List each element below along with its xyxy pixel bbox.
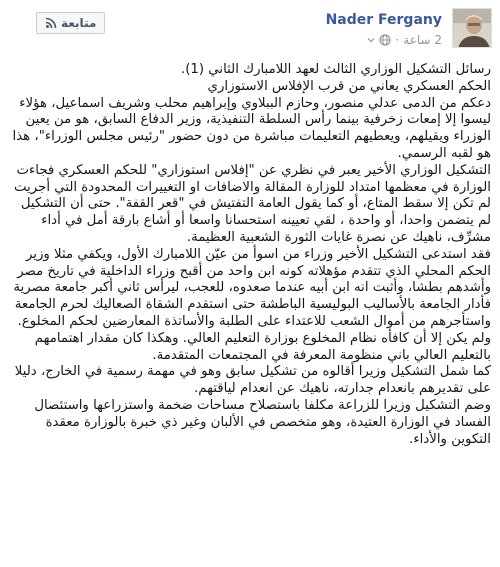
post-meta bbox=[367, 33, 442, 47]
post-time[interactable]: 2 ساعة bbox=[403, 33, 442, 47]
post-body bbox=[9, 62, 491, 448]
post-paragraph: فقد استدعى التشكيل الأخير وزراء من اسوأ من عيّن اللامبارك الأول، ويكفي مثلا وزير الحكم المحلي الذي تتقدم مؤهلاته كونه ابن واحد من أقبح وزراء الداخلية في تاريخ مصر وأشدهم بطشا، وأثبت انه ابن أبيه عندما صعدوه، للعجب، ليرأس ثاني أكبر جامعة مصرية فأدار الجامعة بالأساليب البوليسية الباطشة حتى استقدم الشقاة الصعاليك لحرم الجامعة واستأجرهم من أموال الشعب للاعتداء على الطلبة والأساتذة المعارضين لحكم المخلوع. ولم يكن إلا أن كافأه نظام المخلوع بوزارة التعليم العالي. وهكذا كان مقدار اهتمامهم بالتعليم العالي باني منظومة المعرفة في المجتمعات المتقدمة. bbox=[13, 246, 491, 363]
rss-follow-icon bbox=[45, 17, 57, 29]
post-paragraph: كما شمل التشكيل وزيرا أقالوه من تشكيل سابق وهو في مهمة رسمية في الخارج، دليلا على تقديرهم بانعدام جدارته، ناهيك عن انعدام لياقتهم. bbox=[14, 364, 491, 397]
post-header bbox=[8, 8, 492, 60]
avatar[interactable] bbox=[452, 8, 492, 48]
post-paragraph: وضم التشكيل وزيرا للزراعة مكلفا باستصلاح مساحات ضخمة واستزراعها واستئصال الفساد في الوزارة العتيدة، وهو متخصص في الألبان وغير ذي خبرة بالوزارة معقدة التكوين والأداء. bbox=[34, 397, 491, 447]
follow-button[interactable] bbox=[36, 12, 105, 34]
post-paragraph: الحكم العسكري يعاني من قرب الإفلاس الاستوزاري bbox=[207, 78, 491, 94]
post-paragraph: رسائل التشكيل الوزاري الثالث لعهد اللامبارك الثاني (1). bbox=[181, 62, 491, 77]
globe-icon[interactable] bbox=[379, 34, 391, 46]
author-name[interactable]: Nader Fergany bbox=[325, 12, 442, 28]
follow-button-label: متابعة bbox=[61, 16, 97, 30]
post-paragraph: دعكم من الدمى عدلي منصور، وحازم الببلاوي وإبراهيم محلب وشريف اسماعيل، هؤلاء ليسوا إلا إمعات زخرفية بينما رأس السلطة التنفيذية، وزير الدفاع السابق، هو من يعين الوزراء ويقيلهم، ويعطيهم التعليمات مباشرة من دون حضور "رئيس مجلس الوزراء"، هذا هو لقبه الرسمي. bbox=[12, 95, 491, 161]
profile-photo bbox=[453, 9, 492, 48]
meta-separator: · bbox=[395, 33, 400, 47]
chevron-down-icon[interactable] bbox=[367, 36, 375, 44]
post-paragraph: التشكيل الوزاري الأخير يعبر في نظري عن "إفلاس استوزاري" للحكم العسكري فجاءت الوزارة في معظمها امتداد للوزارة المقالة والاضافات او التغييرات المحدودة التي أجريت لم تكن إلا سقط المتاع، أو كما يقول العامة التفتيش في "قعر القفة". حتى أن التشكيل لم يتضمن واحدا، أو واحدة ، لقي تعيينه استحسانا واسعا أو أشاع بارقة أمل في أداء مشرِّف، ناهيك عن نصرة غايات الثورة الشعبية العظيمة. bbox=[14, 162, 491, 245]
